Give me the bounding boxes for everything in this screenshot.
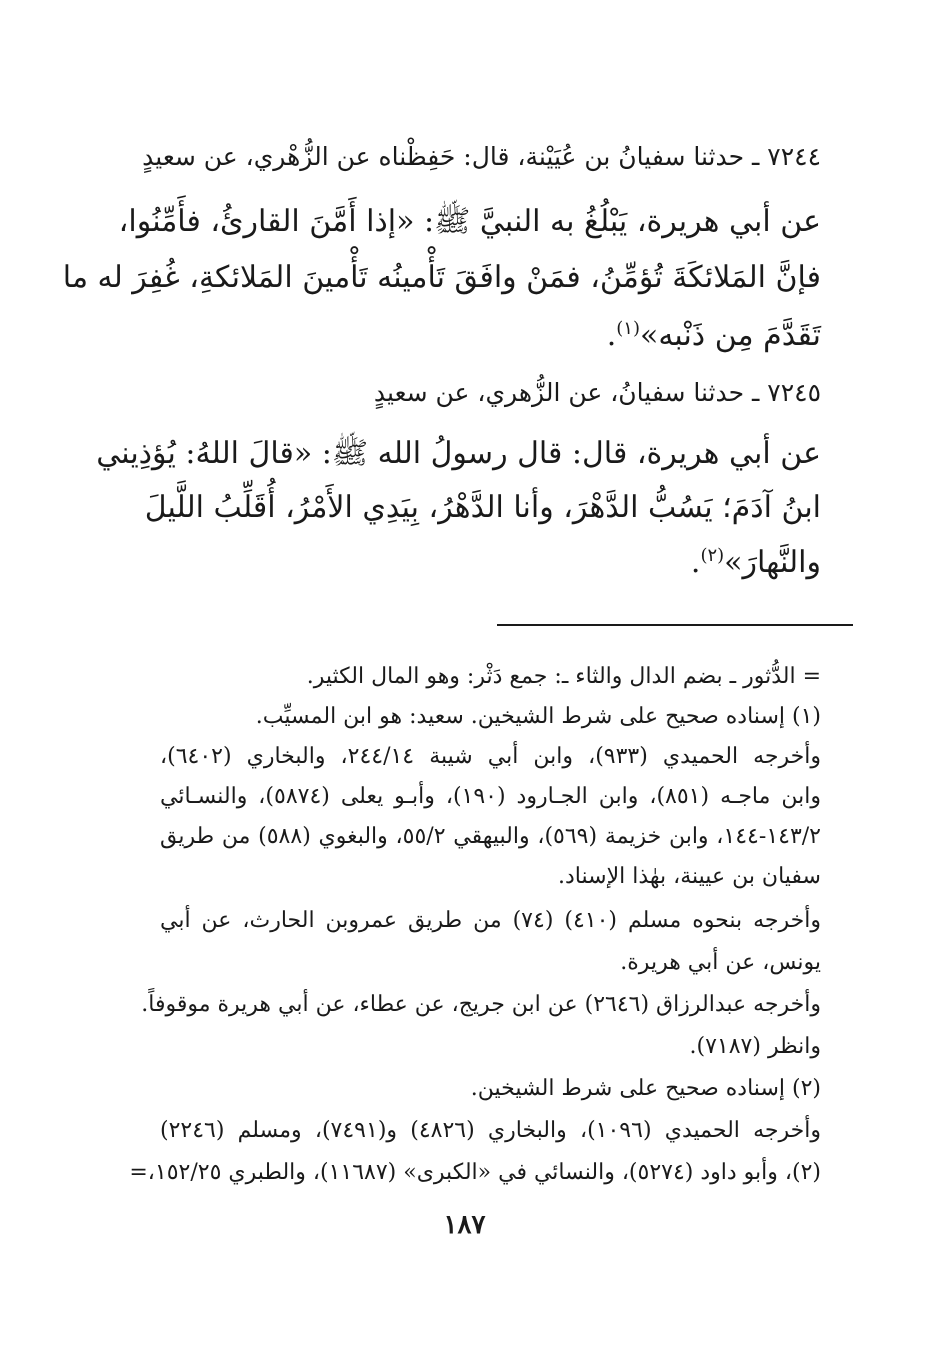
hadith-7244-line-4 <box>160 318 821 353</box>
hadith-7245-line-4 <box>160 545 821 580</box>
hadith-7245-text: والنَّهارَ» <box>724 545 821 580</box>
footnote-ref-1: (١) <box>616 318 640 339</box>
hadith-7245-line-2: عن أبي هريرة، قال: قال رسولُ الله ﷺ: «قالَ اللهُ: يُؤذِيني <box>96 436 821 471</box>
hadith-7244-text: تَقَدَّمَ مِن ذَنْبه» <box>639 318 821 353</box>
footnote-line: وأخرجه الحميدي (٩٣٣)، وابن أبي شيبة ٢٤٤/١٤، والبخاري (٦٤٠٢)، <box>160 744 821 769</box>
footnote-ref-2: (٢) <box>700 545 725 566</box>
footnote-line: ١٤٣/٢-١٤٤، وابن خزيمة (٥٦٩)، والبيهقي ٥٥/٢، والبغوي (٥٨٨) من طريق <box>160 824 821 849</box>
footnote-line: سفيان بن عيينة، بهٰذا الإسناد. <box>558 864 821 889</box>
footnote-line: وانظر (٧١٨٧). <box>689 1034 821 1059</box>
footnote-line: وأخرجه عبدالرزاق (٢٦٤٦) عن ابن جريج، عن عطاء، عن أبي هريرة موقوفاً. <box>141 992 821 1017</box>
footnote-line: (٢)، وأبو داود (٥٢٧٤)، والنسائي في «الكبرى» (١١٦٨٧)، والطبري ١٥٢/٢٥،= <box>129 1160 821 1185</box>
footnote-line: يونس، عن أبي هريرة. <box>620 950 821 975</box>
hadith-7244-line-1: ٧٢٤٤ ـ حدثنا سفيانُ بن عُيَيْنة، قال: حَفِظْناه عن الزُّهْري، عن سعيدٍ <box>142 142 821 171</box>
hadith-7244-period: . <box>606 318 617 353</box>
footnote-line: = الدُّثور ـ بضم الدال والثاء ـ: جمع دَثْر: وهو المال الكثير. <box>306 664 821 689</box>
footnote-separator <box>497 624 853 626</box>
footnote-line: وأخرجه بنحوه مسلم (٤١٠) (٧٤) من طريق عمروبن الحارث، عن أبي <box>160 908 821 933</box>
footnote-line: وابن ماجـه (٨٥١)، وابن الجـارود (١٩٠)، وأبـو يعلى (٥٨٧٤)، والنسـائي <box>160 784 821 809</box>
footnote-line: (٢) إسناده صحيح على شرط الشيخين. <box>470 1076 821 1101</box>
hadith-7245-period: . <box>690 545 701 580</box>
hadith-7245-line-1: ٧٢٤٥ ـ حدثنا سفيانُ، عن الزُّهري، عن سعيدٍ <box>373 378 821 407</box>
hadith-7244-line-2: عن أبي هريرة، يَبْلُغُ به النبيَّ ﷺ: «إذا أَمَّنَ القارئُ، فأَمِّنُوا، <box>118 204 821 239</box>
footnote-line: وأخرجه الحميدي (١٠٩٦)، والبخاري (٤٨٢٦) و(٧٤٩١)، ومسلم (٢٢٤٦) <box>160 1118 821 1143</box>
hadith-7245-line-3: ابنُ آدَمَ؛ يَسُبُّ الدَّهْرَ، وأنا الدَّهْرُ، بِيَدِي الأَمْرُ، أُقَلِّبُ اللَّيلَ <box>144 490 821 525</box>
footnote-line: (١) إسناده صحيح على شرط الشيخين. سعيد: هو ابن المسيِّب. <box>255 704 821 729</box>
hadith-7244-line-3: فإنَّ المَلائكَةَ تُؤمِّنُ، فمَنْ وافَقَ تَأْمينُه تَأْمينَ المَلائكةِ، غُفِرَ له ما <box>62 260 821 295</box>
page-number: ١٨٧ <box>443 1210 486 1240</box>
